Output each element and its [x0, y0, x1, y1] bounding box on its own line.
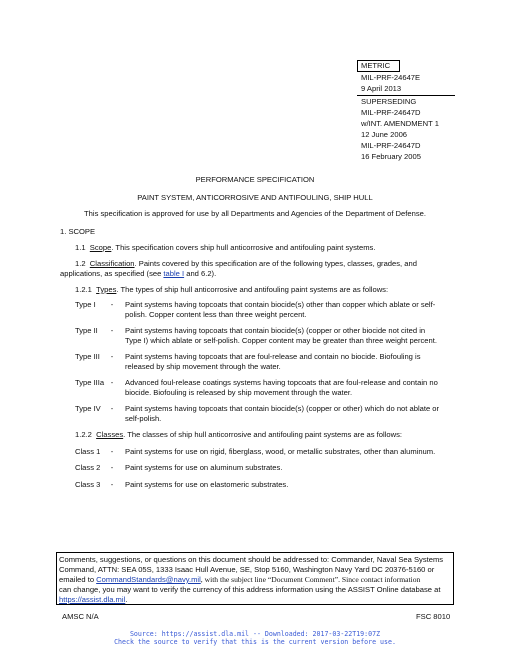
para-title: Classes	[96, 430, 124, 439]
para-title: Types	[96, 285, 117, 294]
para-text: and 6.2).	[184, 269, 217, 278]
class-label: Class 1	[75, 447, 101, 456]
spec-subject-title: PAINT SYSTEM, ANTICORROSIVE AND ANTIFOULING, SHIP HULL	[137, 193, 373, 202]
comments-text: .	[125, 595, 128, 604]
comments-line	[59, 575, 420, 585]
metric-label: METRIC	[357, 60, 400, 72]
type-label: Type IIIa	[75, 378, 105, 387]
type-label: Type I	[75, 300, 96, 309]
class-description: Paint systems for use on aluminum substrates.	[125, 463, 283, 472]
para-text: . Paints covered by this specification are of the following types, classes, grades, and	[134, 259, 417, 268]
table-i-link[interactable]: table I	[163, 269, 185, 278]
superseded-date-2: 16 February 2005	[361, 152, 421, 161]
paragraph-1-2-1	[75, 285, 388, 295]
type-description: self-polish.	[125, 414, 162, 423]
type-dash: -	[110, 378, 114, 387]
type-description: Paint systems having topcoats that contain biocide(s) (copper or other biocide not cited in	[125, 326, 426, 335]
comments-line: can change, you may want to verify the currency of this address information using the ASSIST Online database at	[59, 585, 441, 594]
header-divider	[357, 95, 455, 96]
approval-statement: This specification is approved for use by all Departments and Agencies of the Department of Defense.	[84, 209, 426, 218]
section-heading-scope: 1. SCOPE	[60, 227, 96, 236]
paragraph-1-2	[75, 259, 417, 269]
paragraph-1-2-cont	[60, 269, 216, 279]
fsc-label: FSC 8010	[416, 612, 451, 621]
spec-type-title: PERFORMANCE SPECIFICATION	[195, 175, 315, 184]
superseding-label: SUPERSEDING	[361, 97, 417, 106]
type-description: Paint systems having topcoats that contain biocide(s) other than copper which ablate or self-	[125, 300, 436, 309]
para-title: Classification	[89, 259, 135, 268]
amsc-label: AMSC N/A	[62, 612, 99, 621]
type-dash: -	[110, 404, 114, 413]
comments-line: Command, ATTN: SEA 05S, 1333 Isaac Hull Avenue, SE, Stop 5160, Washington Navy Yard DC 20376-5160 or	[59, 565, 435, 574]
amendment-date: 12 June 2006	[361, 130, 408, 139]
type-description: Type I) which ablate or self-polish. Copper content may be greater than three weight percent.	[125, 336, 437, 345]
assist-url-link[interactable]: https://assist.dla.mil	[59, 595, 126, 604]
para-number: 1.2.1	[75, 285, 92, 294]
comments-line: Comments, suggestions, or questions on this document should be addressed to: Commander, Naval Sea Systems	[59, 555, 444, 564]
type-description: Paint systems having topcoats that contain biocide(s) (copper or other) which do not ablate or	[125, 404, 440, 413]
para-title: Scope	[89, 243, 112, 252]
type-label: Type II	[75, 326, 98, 335]
email-link[interactable]: CommandStandards@navy.mil	[96, 575, 201, 584]
class-dash: -	[110, 447, 114, 456]
class-dash: -	[110, 480, 114, 489]
type-dash: -	[110, 300, 114, 309]
type-dash: -	[110, 352, 114, 361]
comments-text: emailed to	[59, 575, 97, 584]
para-text: . The types of ship hull anticorrosive and antifouling paint systems are as follows:	[116, 285, 389, 294]
type-description: released by ship movement through the water.	[125, 362, 281, 371]
amendment-label: w/INT. AMENDMENT 1	[361, 119, 439, 128]
para-number: 1.2	[75, 259, 86, 268]
class-dash: -	[110, 463, 114, 472]
paragraph-1-1	[75, 243, 375, 253]
superseded-id: MIL-PRF-24647D	[361, 108, 421, 117]
type-description: Paint systems having topcoats that are foul-release and contain no biocide. Biofouling is	[125, 352, 421, 361]
type-label: Type III	[75, 352, 100, 361]
para-number: 1.1	[75, 243, 86, 252]
class-description: Paint systems for use on elastomeric substrates.	[125, 480, 289, 489]
superseded-id-2: MIL-PRF-24647D	[361, 141, 421, 150]
paragraph-1-2-2	[75, 430, 402, 440]
para-text: . The classes of ship hull anticorrosive and antifouling paint systems are as follows:	[123, 430, 402, 439]
type-description: polish. Copper content less than three weight percent.	[125, 310, 307, 319]
source-line: Source: https://assist.dla.mil -- Downloaded: 2017-03-22T19:07Z	[129, 630, 381, 638]
type-description: biocide. Biofouling is released by ship movement through the water.	[125, 388, 353, 397]
source-verify-line: Check the source to verify that this is the current version before use.	[114, 638, 396, 646]
para-text: . This specification covers ship hull anticorrosive and antifouling paint systems.	[111, 243, 376, 252]
comments-line	[59, 595, 127, 605]
para-text: applications, as specified (see	[60, 269, 164, 278]
type-label: Type IV	[75, 404, 101, 413]
document-id: MIL-PRF-24647E	[361, 73, 421, 82]
para-number: 1.2.2	[75, 430, 92, 439]
type-dash: -	[110, 326, 114, 335]
type-description: Advanced foul-release coatings systems having topcoats that are foul-release and contain no	[125, 378, 438, 387]
class-description: Paint systems for use on rigid, fiberglass, wood, or metallic substrates, other than aluminum.	[125, 447, 436, 456]
class-label: Class 2	[75, 463, 101, 472]
comments-text: , with the subject line “Document Comment”. Since contact information	[200, 575, 421, 584]
class-label: Class 3	[75, 480, 101, 489]
document-date: 9 April 2013	[361, 84, 402, 93]
